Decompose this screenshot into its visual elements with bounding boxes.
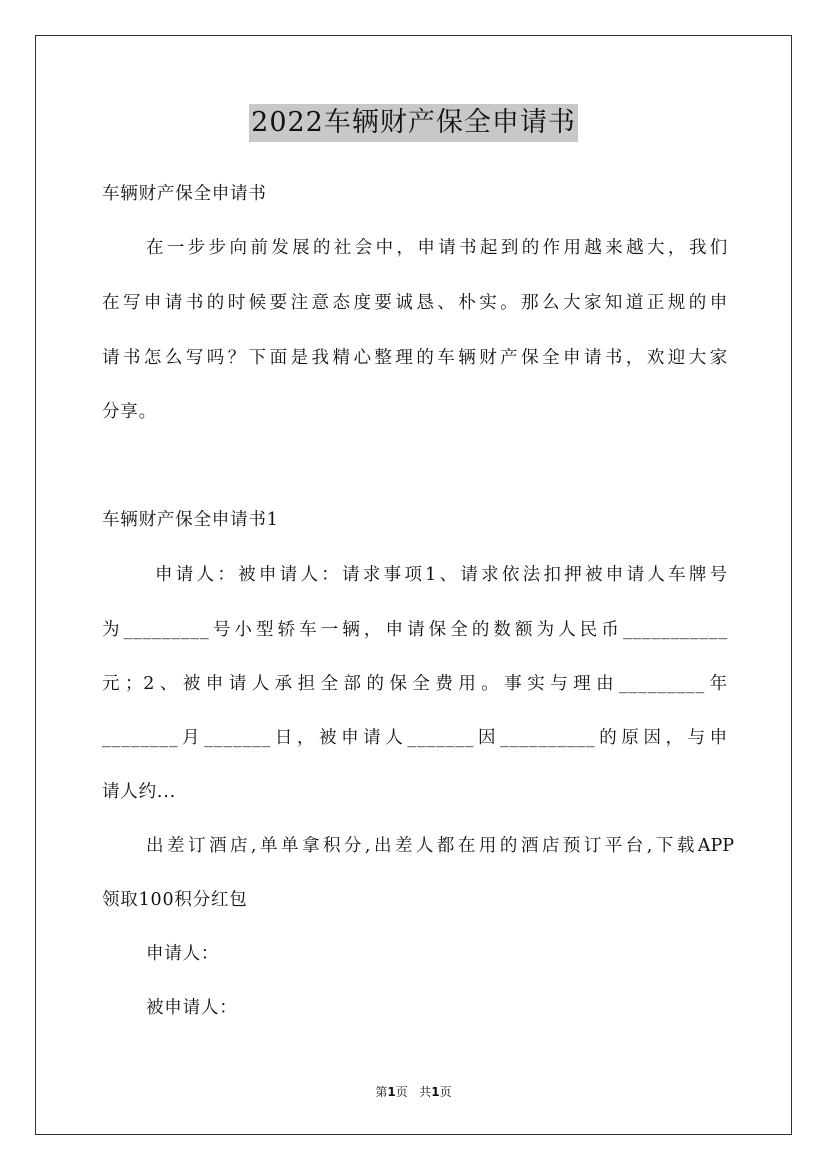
footer-page-suffix: 页 xyxy=(439,1085,452,1099)
body-line-1: 申请人：被申请人：请求事项1、请求依法扣押被申请人车牌号 xyxy=(155,565,728,585)
respondent-label: 被申请人： xyxy=(146,998,238,1018)
document-title: 2022车辆财产保全申请书 xyxy=(249,104,578,142)
ad-line-2: 领取100积分红包 xyxy=(102,890,248,910)
footer-page-mid: 页 共 xyxy=(395,1085,432,1099)
intro-line-4: 分享。 xyxy=(102,402,157,422)
intro-line-1: 在一步步向前发展的社会中，申请书起到的作用越来越大，我们 xyxy=(146,238,728,258)
body-line-5: 请人约... xyxy=(102,782,176,802)
body-line-4: ________月_______日，被申请人_______因__________的原因，与申 xyxy=(102,728,728,748)
section-heading-2: 车辆财产保全申请书1 xyxy=(102,510,279,530)
intro-line-3: 请书怎么写吗？下面是我精心整理的车辆财产保全申请书，欢迎大家 xyxy=(102,348,728,368)
intro-line-2: 在写申请书的时候要注意态度要诚恳、朴实。那么大家知道正规的申 xyxy=(102,293,728,313)
body-line-2: 为_________号小型轿车一辆，申请保全的数额为人民币___________ xyxy=(102,620,728,640)
body-line-3: 元；2、被申请人承担全部的保全费用。事实与理由_________年 xyxy=(102,674,728,694)
title-container xyxy=(0,104,827,142)
ad-line-1: 出差订酒店,单单拿积分,出差人都在用的酒店预订平台,下载APP xyxy=(146,836,734,856)
applicant-label: 申请人： xyxy=(146,944,220,964)
page-footer xyxy=(0,1083,827,1100)
footer-page-number: 1 xyxy=(387,1085,396,1099)
section-heading-1: 车辆财产保全申请书 xyxy=(102,184,267,204)
footer-page-total: 1 xyxy=(431,1085,440,1099)
footer-page-prefix: 第 xyxy=(375,1085,388,1099)
